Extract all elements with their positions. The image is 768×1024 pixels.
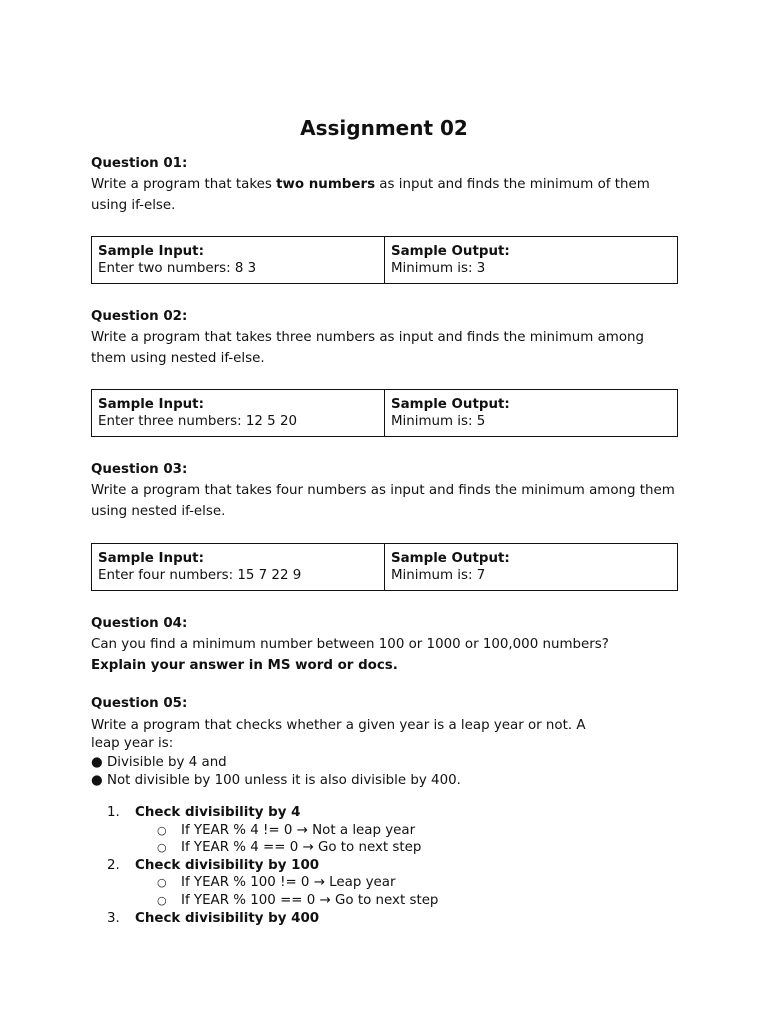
document-title: Assignment 02 [300,116,468,140]
question-03-heading: Question 03: [91,462,188,477]
sub-step-item [107,874,667,892]
sample-output-cell [384,390,677,436]
step-item [107,857,667,875]
question-03 [91,459,691,522]
sample-input-value: Enter two numbers: 8 3 [98,261,257,276]
step-item [107,910,667,928]
question-01-text [91,174,691,195]
step-number: 1. [107,805,120,820]
step-number: 3. [107,910,120,926]
step-item [107,804,667,822]
step-label: Check divisibility by 100 [135,857,320,873]
question-02-sample-table [91,389,678,437]
sub-step-text: If YEAR % 4 != 0 → Not a leap year [181,822,416,838]
leap-year-steps [107,804,667,927]
sample-input-label: Sample Input: [98,551,204,566]
question-03-text-line2: using nested if-else. [91,504,226,519]
question-05-text-line2: leap year is: [91,736,174,751]
sample-output-label: Sample Output: [391,244,510,259]
question-01-heading: Question 01: [91,156,188,171]
sample-input-value: Enter four numbers: 15 7 22 9 [98,568,302,583]
question-01-text-emphasis: two numbers [276,177,376,192]
sample-input-value: Enter three numbers: 12 5 20 [98,414,297,429]
question-04-heading: Question 04: [91,616,188,631]
question-02-text-line2: them using nested if-else. [91,351,265,366]
question-04-text-line1: Can you find a minimum number between 100 or 1000 or 100,000 numbers? [91,637,609,652]
question-04-instruction: Explain your answer in MS word or docs. [91,658,398,673]
question-05-text-line1: Write a program that checks whether a given year is a leap year or not. A [91,717,586,733]
sample-output-cell [384,237,677,283]
question-01-text-line2: using if-else. [91,198,176,213]
question-01-sample-table [91,236,678,284]
sample-output-value: Minimum is: 5 [391,414,486,429]
question-02 [91,306,691,369]
question-03-text-line1: Write a program that takes four numbers as input and finds the minimum among them [91,483,675,498]
question-05 [91,695,691,791]
hollow-bullet-icon: ○ [157,876,167,890]
question-05-heading: Question 05: [91,696,188,711]
question-02-heading: Question 02: [91,309,188,324]
sample-input-cell [92,390,384,436]
hollow-bullet-icon: ○ [157,841,167,855]
sample-input-cell [92,237,384,283]
sub-step-item [107,839,667,857]
sample-output-label: Sample Output: [391,551,510,566]
sample-input-label: Sample Input: [98,244,204,259]
bullet-item: ● Divisible by 4 and [91,754,227,770]
question-03-sample-table [91,543,678,591]
step-number: 2. [107,857,120,873]
sample-output-value: Minimum is: 7 [391,568,486,583]
step-label: Check divisibility by 4 [135,805,301,820]
hollow-bullet-icon: ○ [157,893,167,907]
question-04 [91,613,691,676]
sample-input-cell [92,544,384,590]
sample-input-label: Sample Input: [98,397,204,412]
question-01-text-end: as input and finds the minimum of them [375,177,650,192]
question-01-text-start: Write a program that takes [91,177,277,192]
question-01 [91,153,691,216]
sub-step-item [107,892,667,910]
sample-output-value: Minimum is: 3 [391,261,486,276]
sub-step-item [107,822,667,840]
sample-output-label: Sample Output: [391,397,510,412]
sub-step-text: If YEAR % 4 == 0 → Go to next step [181,840,422,856]
bullet-item: ● Not divisible by 100 unless it is also divisible by 400. [91,773,461,788]
question-02-text-line1: Write a program that takes three numbers as input and finds the minimum among [91,330,645,345]
sample-output-cell [384,544,677,590]
step-label: Check divisibility by 400 [135,910,320,926]
sub-step-text: If YEAR % 100 != 0 → Leap year [181,875,396,891]
sub-step-text: If YEAR % 100 == 0 → Go to next step [181,892,439,908]
hollow-bullet-icon: ○ [157,823,167,837]
